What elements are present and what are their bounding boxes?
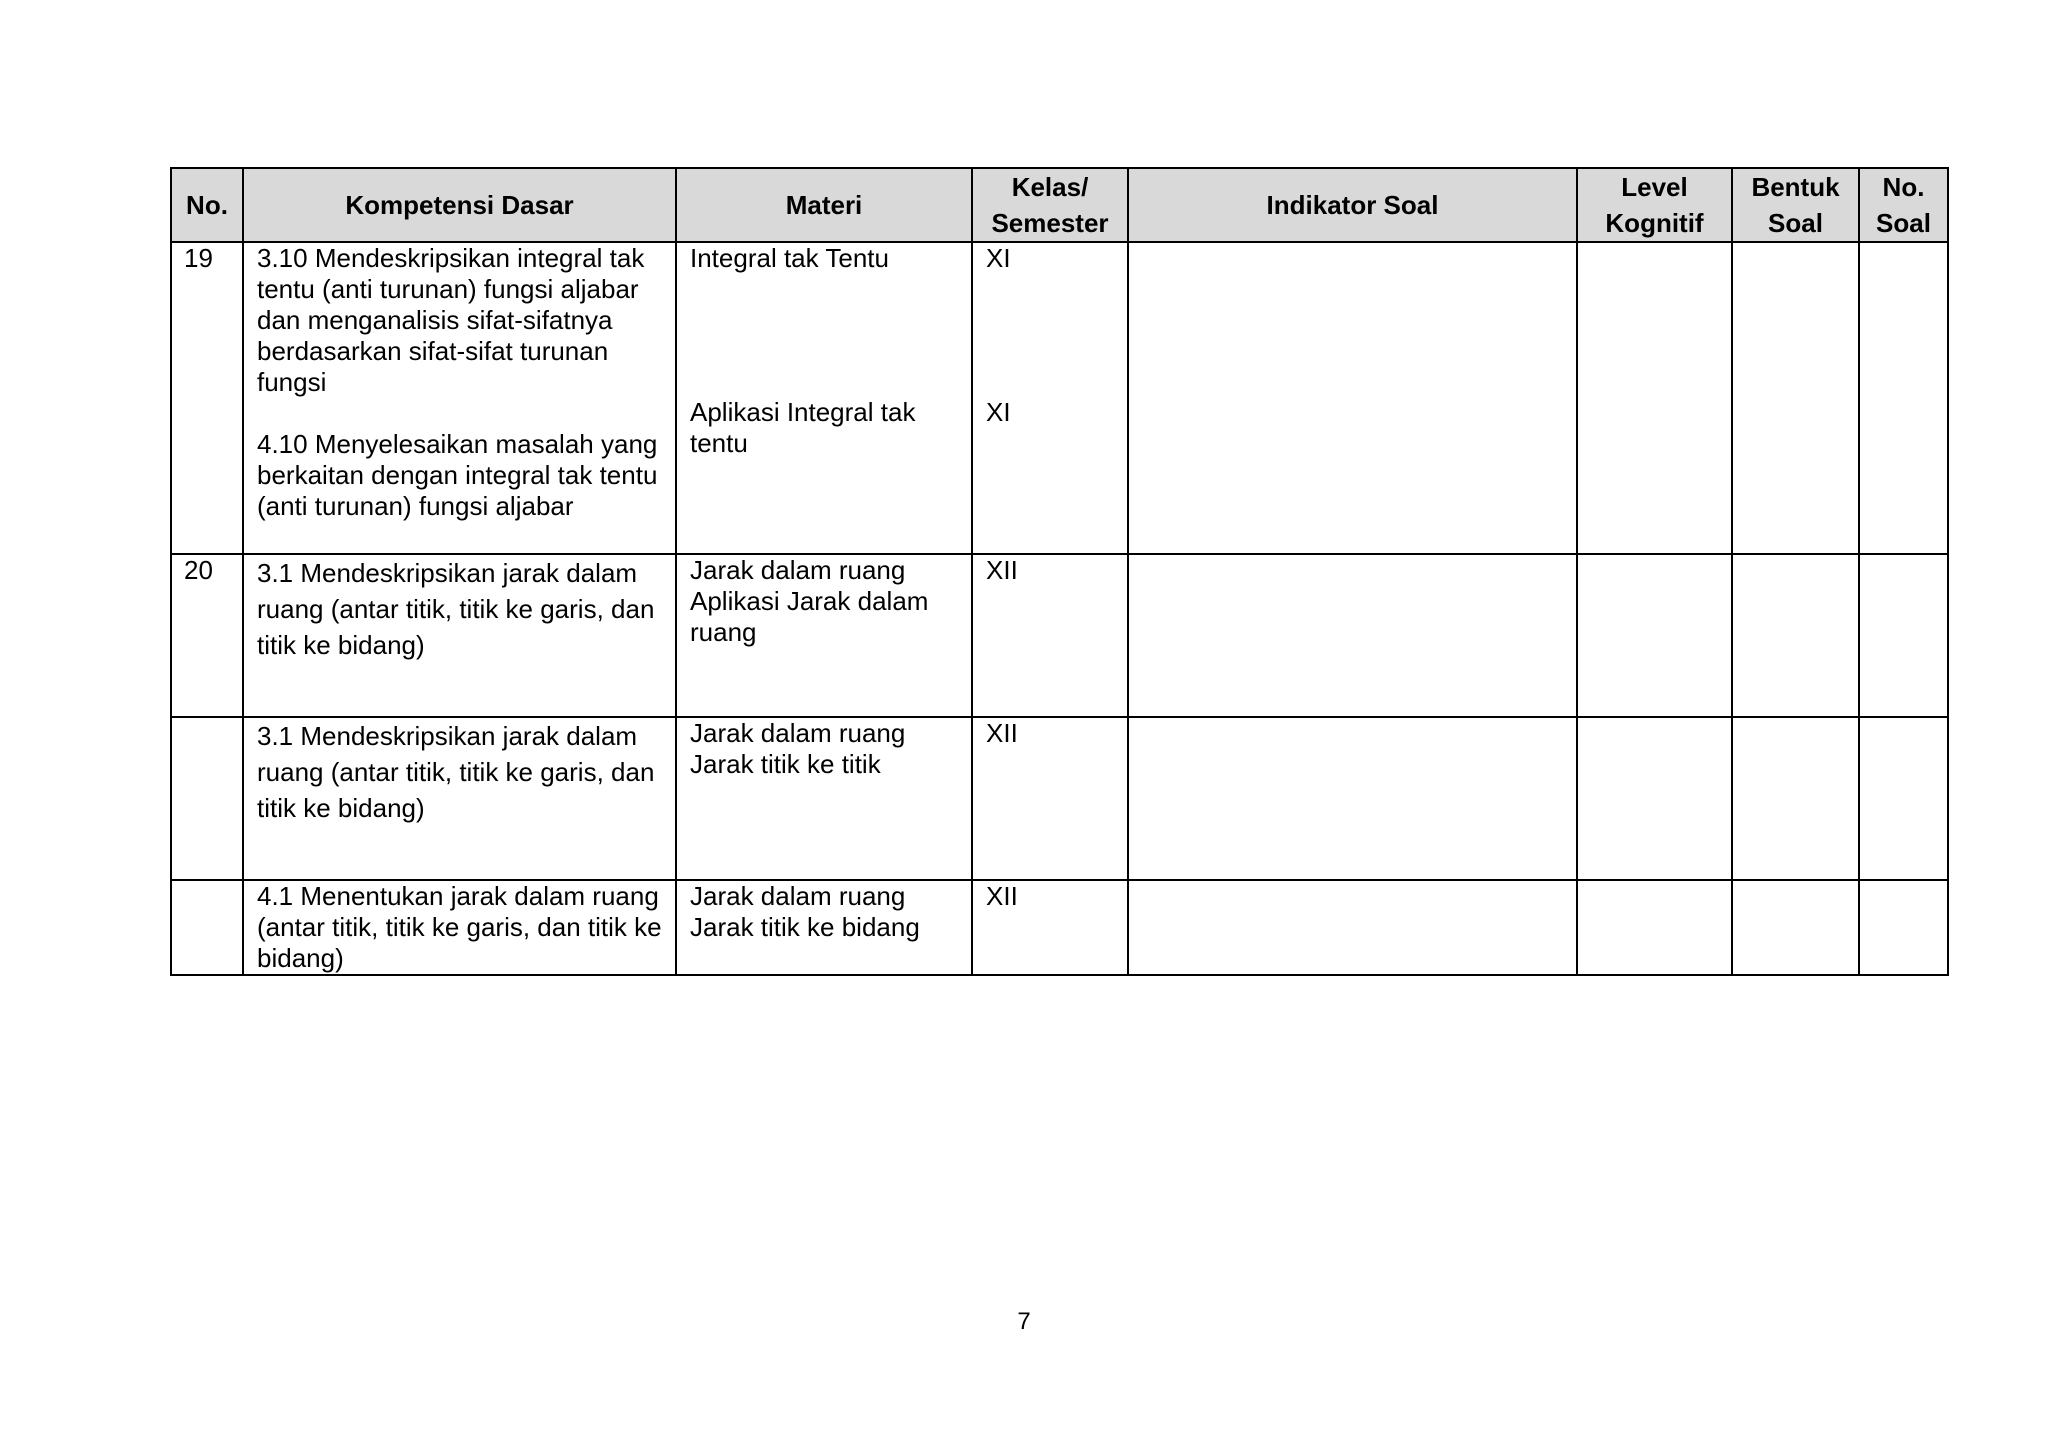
no-soal-cell (1859, 717, 1948, 880)
materi-cell (676, 242, 972, 554)
no-soal-cell (1859, 242, 1948, 554)
indikator-cell (1128, 880, 1577, 975)
materi-cell (676, 554, 972, 717)
bentuk-soal-cell (1732, 554, 1859, 717)
kelas-text: XI (986, 243, 1011, 273)
materi-text: Aplikasi Jarak dalam ruang (690, 586, 929, 647)
materi-text: Jarak dalam ruang (690, 718, 906, 748)
indikator-cell (1128, 554, 1577, 717)
kelas-cell (972, 242, 1128, 554)
no-soal-cell (1859, 880, 1948, 975)
kelas-text: XII (986, 718, 1018, 748)
materi-text: Integral tak Tentu (690, 243, 889, 273)
header-kelas-semester (972, 168, 1128, 242)
table-row (171, 880, 1948, 975)
kompetensi-dasar-cell (243, 717, 676, 880)
materi-cell (676, 717, 972, 880)
level-kognitif-cell (1577, 880, 1732, 975)
header-bentuk-line2: Soal (1768, 208, 1823, 238)
header-nosoal-line1: No. (1882, 172, 1925, 202)
page-number: 7 (1017, 1308, 1031, 1335)
materi-text: Jarak dalam ruang (690, 881, 906, 911)
header-materi: Materi (676, 168, 972, 242)
kd-text: 4.10 Menyelesaikan masalah yang berkaitan dengan integral tak tentu (anti turunan) fungsi aljabar (257, 429, 658, 521)
header-level-line1: Level (1621, 172, 1688, 202)
bentuk-soal-cell (1732, 717, 1859, 880)
kelas-cell (972, 554, 1128, 717)
materi-text: Jarak dalam ruang (690, 555, 906, 585)
header-level-kognitif (1577, 168, 1732, 242)
kisi-kisi-sheet (170, 167, 1947, 976)
row-no-cell (171, 717, 243, 880)
header-no: No. (171, 168, 243, 242)
materi-cell (676, 880, 972, 975)
kompetensi-dasar-cell (243, 554, 676, 717)
materi-text: Aplikasi Integral tak tentu (690, 397, 916, 458)
kd-text: 3.10 Mendeskripsikan integral tak tentu (anti turunan) fungsi aljabar dan menganalisis sifat-sifatnya berdasarkan sifat-sifat turunan fungsi (257, 243, 645, 397)
kelas-text: XII (986, 555, 1018, 585)
no-soal-cell (1859, 554, 1948, 717)
row-no-cell: 19 (171, 242, 243, 554)
header-bentuk-line1: Bentuk (1751, 172, 1840, 202)
materi-text: Jarak titik ke titik (690, 749, 881, 779)
kisi-kisi-table (170, 167, 1949, 976)
level-kognitif-cell (1577, 242, 1732, 554)
header-kelas-line2: Semester (991, 208, 1109, 238)
indikator-cell (1128, 717, 1577, 880)
header-indikator-soal: Indikator Soal (1128, 168, 1577, 242)
row-no-cell (171, 880, 243, 975)
header-bentuk-soal (1732, 168, 1859, 242)
kd-text: 3.1 Mendeskripsikan jarak dalam ruang (antar titik, titik ke garis, dan titik ke bidang) (257, 558, 655, 660)
table-row (171, 242, 1948, 554)
header-no-soal (1859, 168, 1948, 242)
indikator-cell (1128, 242, 1577, 554)
kelas-text: XI (986, 397, 1011, 427)
kelas-cell (972, 880, 1128, 975)
header-level-line2: Kognitif (1605, 208, 1704, 238)
bentuk-soal-cell (1732, 242, 1859, 554)
header-kelas-line1: Kelas/ (1011, 172, 1089, 202)
kelas-cell (972, 717, 1128, 880)
bentuk-soal-cell (1732, 880, 1859, 975)
materi-text: Jarak titik ke bidang (690, 912, 920, 942)
row-no-cell: 20 (171, 554, 243, 717)
kompetensi-dasar-cell (243, 242, 676, 554)
kelas-text: XII (986, 881, 1018, 911)
level-kognitif-cell (1577, 554, 1732, 717)
kd-text: 3.1 Mendeskripsikan jarak dalam ruang (antar titik, titik ke garis, dan titik ke bidang) (257, 721, 655, 823)
header-kompetensi-dasar: Kompetensi Dasar (243, 168, 676, 242)
table-row (171, 717, 1948, 880)
table-row (171, 554, 1948, 717)
header-nosoal-line2: Soal (1876, 208, 1931, 238)
table-header-row (171, 168, 1948, 242)
kompetensi-dasar-cell (243, 880, 676, 975)
level-kognitif-cell (1577, 717, 1732, 880)
kd-text: 4.1 Menentukan jarak dalam ruang (antar titik, titik ke garis, dan titik ke bidang) (257, 881, 662, 973)
